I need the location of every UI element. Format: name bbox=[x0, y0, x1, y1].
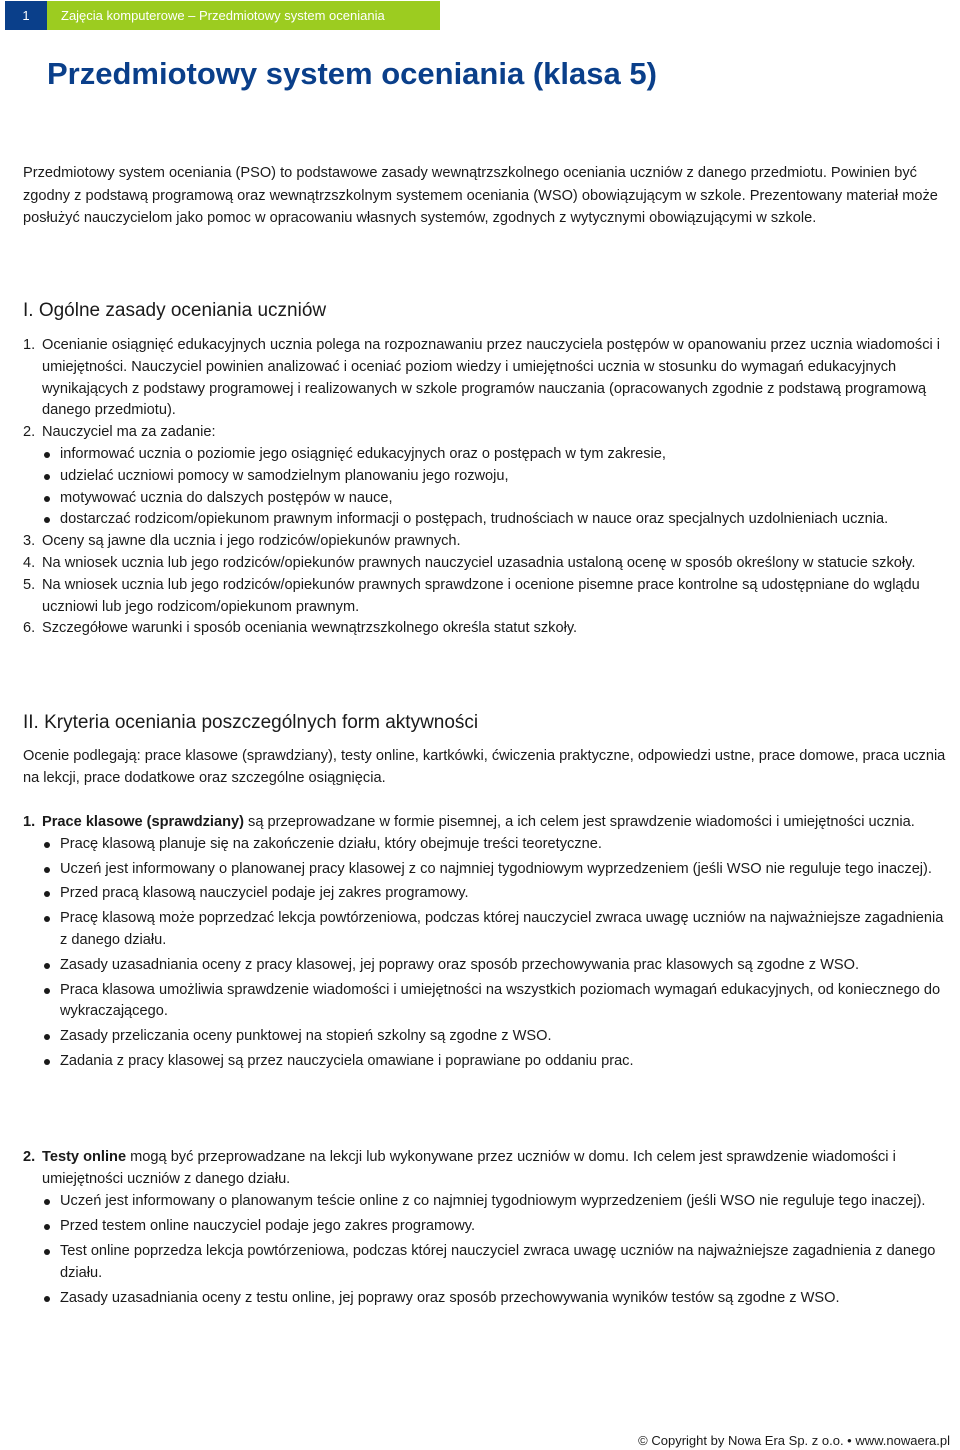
bullet-icon bbox=[44, 1296, 50, 1302]
list-item: Zadania z pracy klasowej są przez nauczyciela omawiane i poprawiane po oddaniu prac. bbox=[23, 1051, 948, 1073]
section-2-intro: Ocenie podlegają: prace klasowe (sprawdziany), testy online, kartkówki, ćwiczenia praktyczne, odpowiedzi ustne, prace domowe, praca ucznia na lekcji, prace dodatkowe oraz szczególne osiągnięcia. bbox=[23, 748, 946, 786]
list-item bbox=[23, 422, 948, 444]
intro-paragraph: Przedmiotowy system oceniania (PSO) to podstawowe zasady wewnątrzszkolnego oceniania uczniów z danego przedmiotu. Powinien być zgodny z podstawą programową oraz wewnątrzszkolnym systemem oceniania (WSO) obowiązującym w szkole. Prezentowany materiał może posłużyć nauczycielom jako pomoc w opracowaniu własnych systemów, zgodnych z wytycznymi obowiązującymi w szkole. bbox=[23, 165, 938, 226]
list-item: Pracę klasową może poprzedzać lekcja powtórzeniowa, podczas której nauczyciel zwraca uwagę uczniów na najważniejsze zagadnienia z danego działu. bbox=[23, 908, 948, 952]
bullet-icon bbox=[44, 1199, 50, 1205]
item-number: 1. bbox=[23, 814, 36, 830]
item-number: 1. bbox=[23, 337, 36, 353]
item-number: 2. bbox=[23, 1149, 36, 1165]
list-item: Przed pracą klasową nauczyciel podaje jej zakres programowy. bbox=[23, 883, 948, 905]
bullet-icon bbox=[44, 963, 50, 969]
list-item: Uczeń jest informowany o planowanym teście online z co najmniej tygodniowym wyprzedzeniem (jeśli WSO nie reguluje tego inaczej). bbox=[23, 1191, 948, 1213]
item-text: Ocenianie osiągnięć edukacyjnych ucznia polega na rozpoznawaniu przez nauczyciela postępów w opanowaniu przez ucznia wiadomości i umiejętności. Nauczyciel powinien analizować i oceniać poziom wiedzy i umiejętności ucznia w stosunku do wymagań edukacyjnych wynikających z podstawy programowej i realizowanych w szkole programów nauczania (opracowanych zgodnie z podstawą programową danego przedmiotu). bbox=[42, 337, 941, 419]
list-item bbox=[23, 618, 948, 640]
class-tests-bullet-list bbox=[23, 834, 948, 1073]
copyright-footer: © Copyright by Nowa Era Sp. z o.o. • www.nowaera.pl bbox=[638, 1433, 950, 1448]
online-tests-bullet-list bbox=[23, 1191, 948, 1310]
bullet-icon bbox=[44, 916, 50, 922]
bullet-icon bbox=[44, 891, 50, 897]
running-title: Zajęcia komputerowe – Przedmiotowy system oceniania bbox=[47, 1, 440, 30]
item-text: są przeprowadzane w formie pisemnej, a ich celem jest sprawdzenie wiadomości i umiejętności ucznia. bbox=[243, 814, 915, 830]
list-item bbox=[23, 575, 948, 619]
item-text: Szczegółowe warunki i sposób oceniania wewnątrzszkolnego określa statut szkoły. bbox=[42, 620, 578, 637]
bullet-icon bbox=[44, 842, 50, 848]
list-item bbox=[23, 553, 948, 575]
list-item: informować ucznia o poziomie jego osiągnięć edukacyjnych oraz o postępach w tym zakresie, bbox=[23, 444, 948, 466]
list-item: dostarczać rodzicom/opiekunom prawnym informacji o postępach, trudnościach w nauce oraz specjalnych uzdolnieniach ucznia. bbox=[23, 509, 948, 531]
page-number: 1 bbox=[5, 1, 47, 30]
item-heading: Testy online bbox=[42, 1149, 127, 1165]
list-item: Zasady przeliczania oceny punktowej na stopień szkolny są zgodne z WSO. bbox=[23, 1026, 948, 1048]
item-text: Oceny są jawne dla ucznia i jego rodziców/opiekunów prawnych. bbox=[42, 533, 461, 550]
list-item: Pracę klasową planuje się na zakończenie działu, który obejmuje treści teoretyczne. bbox=[23, 834, 948, 856]
task-bullet-list bbox=[23, 444, 948, 531]
item-text: Na wniosek ucznia lub jego rodziców/opiekunów prawnych nauczyciel uzasadnia ustaloną ocenę w sposób określony w statucie szkoły. bbox=[42, 554, 916, 571]
item-number: 4. bbox=[23, 554, 36, 571]
item-number: 3. bbox=[23, 533, 36, 550]
bullet-icon bbox=[44, 1224, 50, 1230]
section-1-heading: I. Ogólne zasady oceniania uczniów bbox=[23, 300, 327, 321]
item-number: 2. bbox=[23, 424, 36, 441]
list-item bbox=[23, 812, 948, 834]
item-text: Na wniosek ucznia lub jego rodziców/opiekunów prawnych sprawdzone i ocenione pisemne prace kontrolne są udostępniane do wglądu uczniowi lub jego rodzicom/opiekunom prawnym. bbox=[42, 576, 920, 615]
list-item: udzielać uczniowi pomocy w samodzielnym planowaniu jego rozwoju, bbox=[23, 466, 948, 488]
list-item bbox=[23, 335, 948, 422]
bullet-icon bbox=[44, 474, 50, 480]
list-item: Zasady uzasadniania oceny z testu online, jej poprawy oraz sposób przechowywania wyników testów są zgodne z WSO. bbox=[23, 1288, 948, 1310]
bullet-icon bbox=[44, 867, 50, 873]
bullet-icon bbox=[44, 1059, 50, 1065]
bullet-icon bbox=[44, 1249, 50, 1255]
list-item: Test online poprzedza lekcja powtórzeniowa, podczas której nauczyciel zwraca uwagę uczniów na najważniejsze zagadnienia z danego działu. bbox=[23, 1241, 948, 1285]
item-text: Nauczyciel ma za zadanie: bbox=[42, 424, 216, 441]
list-item bbox=[23, 1147, 948, 1191]
bullet-icon bbox=[44, 496, 50, 502]
section-2-heading: II. Kryteria oceniania poszczególnych form aktywności bbox=[23, 712, 479, 733]
item-heading: Prace klasowe (sprawdziany) bbox=[42, 814, 244, 830]
bullet-icon bbox=[44, 1034, 50, 1040]
item-text: mogą być przeprowadzane na lekcji lub wykonywane przez uczniów w domu. Ich celem jest sprawdzenie wiadomości i umiejętności uczniów z danego działu. bbox=[42, 1149, 896, 1187]
list-item bbox=[23, 531, 948, 553]
list-item: Praca klasowa umożliwia sprawdzenie wiadomości i umiejętności na wszystkich poziomach wymagań edukacyjnych, od koniecznego do wykraczającego. bbox=[23, 980, 948, 1024]
bullet-icon bbox=[44, 517, 50, 523]
online-tests-block bbox=[23, 1147, 948, 1314]
section-1-body bbox=[23, 335, 948, 640]
header-bar bbox=[5, 1, 440, 30]
page-title: Przedmiotowy system oceniania (klasa 5) bbox=[47, 56, 657, 91]
list-item: Przed testem online nauczyciel podaje jego zakres programowy. bbox=[23, 1216, 948, 1238]
class-tests-block bbox=[23, 812, 948, 1076]
list-item: Uczeń jest informowany o planowanej pracy klasowej z co najmniej tygodniowym wyprzedzeniem (jeśli WSO nie reguluje tego inaczej). bbox=[23, 859, 948, 881]
list-item: Zasady uzasadniania oceny z pracy klasowej, jej poprawy oraz sposób przechowywania prac klasowych są zgodne z WSO. bbox=[23, 955, 948, 977]
item-number: 6. bbox=[23, 620, 36, 637]
bullet-icon bbox=[44, 988, 50, 994]
list-item: motywować ucznia do dalszych postępów w nauce, bbox=[23, 488, 948, 510]
bullet-icon bbox=[44, 452, 50, 458]
item-number: 5. bbox=[23, 576, 36, 593]
